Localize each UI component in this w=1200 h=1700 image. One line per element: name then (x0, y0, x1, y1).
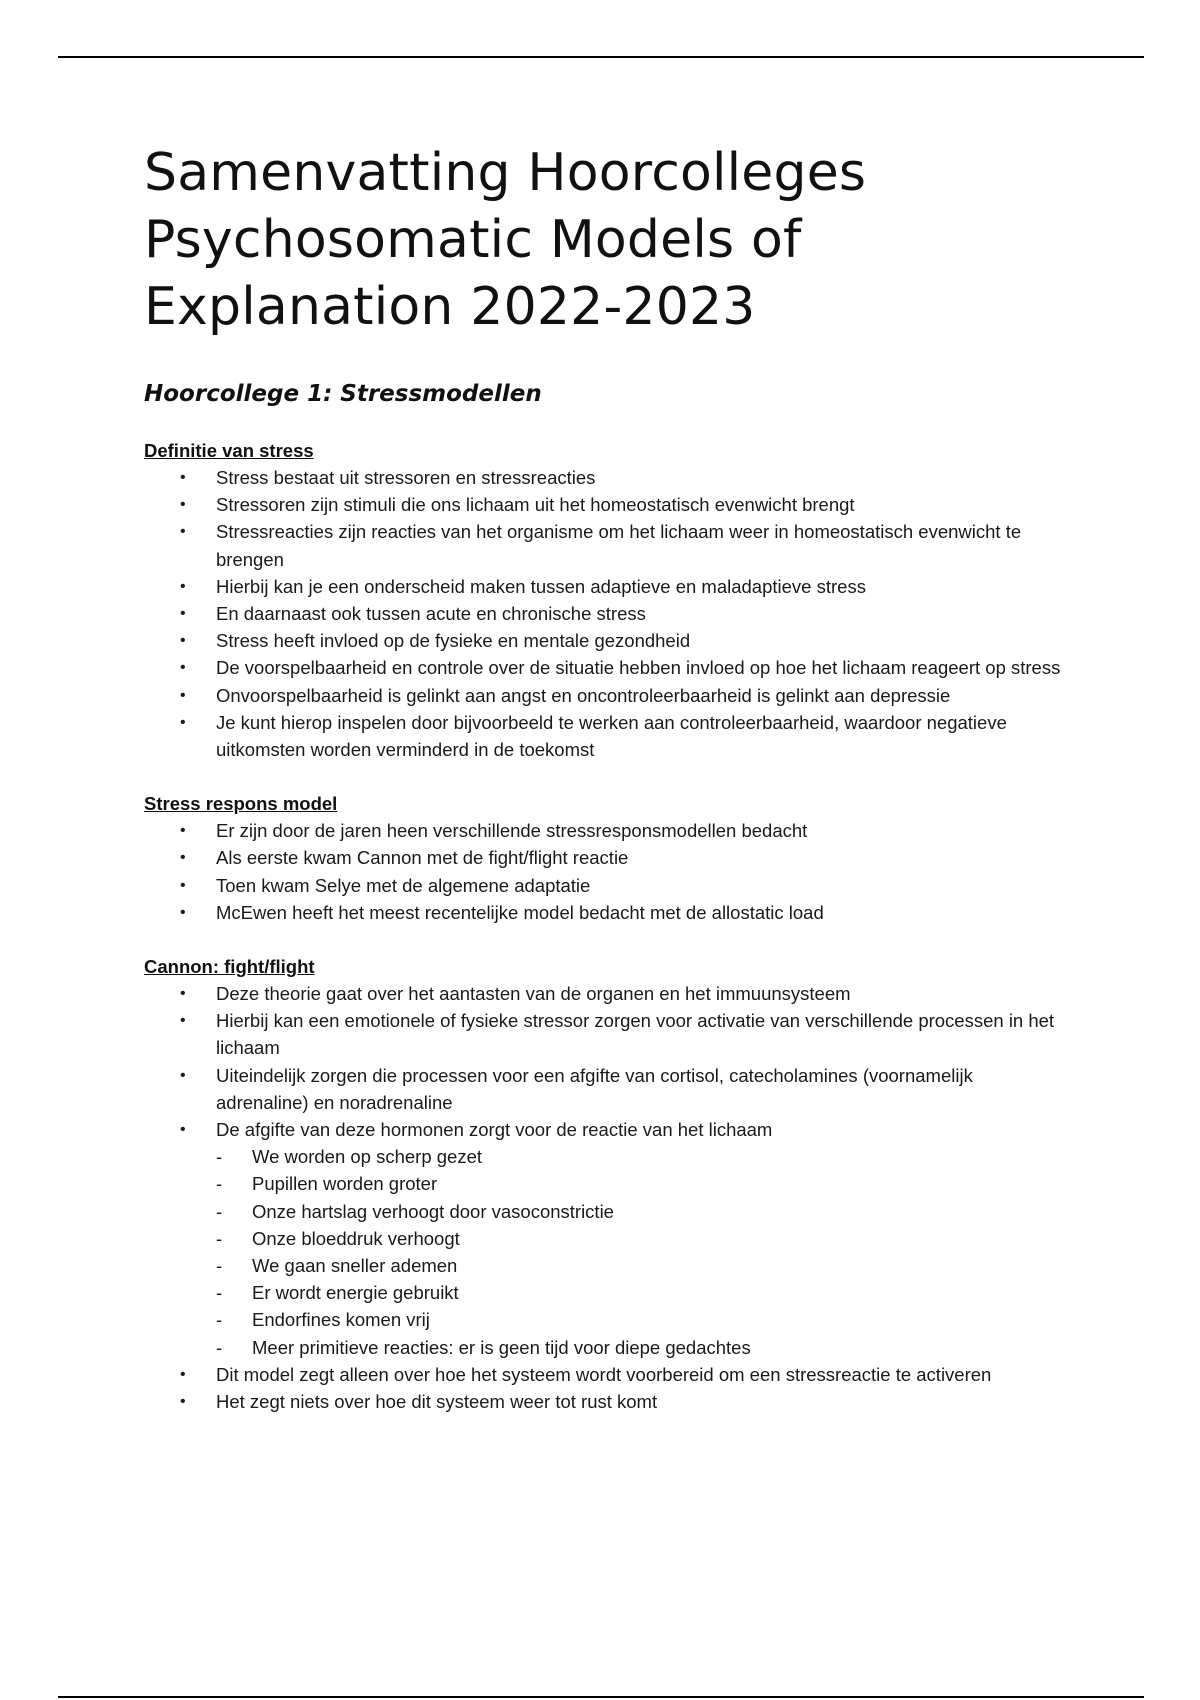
bullet-icon: • (180, 1393, 186, 1411)
sub-list-item-text: Er wordt energie gebruikt (252, 1282, 459, 1304)
sub-list-item (216, 1225, 1064, 1252)
dash-icon: - (216, 1173, 223, 1195)
list-item-text: McEwen heeft het meest recentelijke model bedacht met de allostatic load (216, 901, 824, 923)
list-item-text: Onvoorspelbaarheid is gelinkt aan angst en oncontroleerbaarheid is gelinkt aan depressie (216, 684, 951, 706)
list-item (144, 709, 1064, 763)
bullet-icon: • (180, 577, 186, 595)
list-item-text: Dit model zegt alleen over hoe het systeem wordt voorbereid om een stressreactie te activeren (216, 1363, 992, 1385)
sub-list-item (216, 1306, 1064, 1333)
bullet-icon: • (180, 849, 186, 867)
section-definitie-van-stress (144, 437, 1064, 763)
list-item-text: Toen kwam Selye met de algemene adaptatie (216, 874, 591, 896)
bullet-icon: • (180, 605, 186, 623)
bullet-icon: • (180, 496, 186, 514)
sub-list-item-text: Meer primitieve reacties: er is geen tijd voor diepe gedachtes (252, 1336, 751, 1358)
bullet-icon: • (180, 876, 186, 894)
list-item-text: Hierbij kan een emotionele of fysieke stressor zorgen voor activatie van verschillende processen in het lichaam (216, 1010, 1055, 1059)
list-item-text: En daarnaast ook tussen acute en chronische stress (216, 603, 646, 625)
sub-list-item-text: Endorfines komen vrij (252, 1309, 430, 1331)
sub-list-item (216, 1170, 1064, 1197)
list-item (144, 573, 1064, 600)
section-title: Stress respons model (144, 793, 338, 815)
list-item (144, 518, 1064, 572)
list-item (144, 600, 1064, 627)
bullet-icon: • (180, 469, 186, 486)
list-item (144, 1388, 1064, 1415)
list-item (144, 899, 1064, 926)
section-title: Cannon: fight/flight (144, 956, 315, 978)
bullet-icon: • (180, 985, 186, 1003)
list-item (144, 1116, 1064, 1361)
sub-list-item-text: We worden op scherp gezet (252, 1146, 483, 1168)
section-title: Definitie van stress (144, 440, 314, 461)
sub-list-item (216, 1279, 1064, 1306)
bullet-list (144, 980, 1064, 1415)
bullet-icon: • (180, 1066, 186, 1084)
sub-list-item-text: Onze hartslag verhoogt door vasoconstrictie (252, 1200, 614, 1222)
document-body (144, 140, 1064, 1442)
sub-list-item (216, 1252, 1064, 1279)
bullet-icon: • (180, 903, 186, 921)
sub-list-item (216, 1198, 1064, 1225)
bullet-icon: • (180, 659, 186, 677)
sub-list-item (216, 1334, 1064, 1361)
list-item (144, 980, 1064, 1007)
document-title: Samenvatting Hoorcolleges Psychosomatic Models of Explanation 2022-2023 (144, 143, 867, 337)
top-rule (58, 56, 1144, 58)
list-item (144, 627, 1064, 654)
list-item (144, 682, 1064, 709)
list-item (144, 1361, 1064, 1388)
dash-icon: - (216, 1336, 223, 1358)
bullet-icon: • (180, 523, 186, 541)
list-item (144, 1007, 1064, 1061)
list-item (144, 491, 1064, 518)
dash-icon: - (216, 1227, 223, 1249)
list-item-text: Deze theorie gaat over het aantasten van de organen en het immuunsysteem (216, 983, 851, 1005)
bullet-list (144, 464, 1064, 763)
list-item-text: Stressreacties zijn reacties van het organisme om het lichaam weer in homeostatisch evenwicht te brengen (216, 521, 1022, 570)
list-item-text: Stressoren zijn stimuli die ons lichaam uit het homeostatisch evenwicht brengt (216, 494, 855, 516)
list-item (144, 872, 1064, 899)
list-item-text: Stress bestaat uit stressoren en stressreacties (216, 467, 596, 488)
list-item-text: Je kunt hierop inspelen door bijvoorbeeld te werken aan controleerbaarheid, waardoor negatieve uitkomsten worden verminderd in de toekomst (216, 711, 1007, 761)
bullet-icon: • (180, 1365, 186, 1383)
list-item (144, 464, 1064, 491)
dash-icon: - (216, 1282, 223, 1304)
dash-icon: - (216, 1255, 223, 1277)
list-item (144, 654, 1064, 681)
bullet-icon: • (180, 686, 186, 704)
list-item-text: Hierbij kan je een onderscheid maken tussen adaptieve en maladaptieve stress (216, 575, 866, 597)
sub-list-item-text: Onze bloeddruk verhoogt (252, 1227, 460, 1249)
list-item (144, 817, 1064, 844)
dash-icon: - (216, 1309, 223, 1331)
bullet-list (144, 817, 1064, 926)
sub-list-item-text: We gaan sneller ademen (252, 1255, 458, 1277)
list-item-text: Het zegt niets over hoe dit systeem weer tot rust komt (216, 1391, 658, 1413)
sub-list-item (216, 1143, 1064, 1170)
section-cannon-fight-flight (144, 953, 1064, 1415)
bullet-icon: • (180, 1121, 186, 1139)
bullet-icon: • (180, 1012, 186, 1030)
list-item-text: Uiteindelijk zorgen die processen voor een afgifte van cortisol, catecholamines (voornamelijk adrenaline) en noradrenaline (216, 1064, 973, 1113)
list-item (144, 844, 1064, 871)
bullet-icon: • (180, 632, 186, 650)
section-stress-respons-model (144, 790, 1064, 926)
dash-icon: - (216, 1146, 223, 1168)
lecture-heading: Hoorcollege 1: Stressmodellen (144, 381, 542, 407)
dash-icon: - (216, 1200, 223, 1222)
list-item-text: Stress heeft invloed op de fysieke en mentale gezondheid (216, 630, 691, 652)
list-item-text: De voorspelbaarheid en controle over de situatie hebben invloed op hoe het lichaam reageert op stress (216, 657, 1061, 679)
bullet-icon: • (180, 713, 186, 731)
list-item-text: Er zijn door de jaren heen verschillende stressresponsmodellen bedacht (216, 820, 808, 842)
bottom-rule (58, 1696, 1144, 1698)
dash-list (216, 1143, 1064, 1361)
list-item (144, 1062, 1064, 1116)
sub-list-item-text: Pupillen worden groter (252, 1173, 438, 1195)
list-item-text: Als eerste kwam Cannon met de fight/flight reactie (216, 847, 629, 869)
bullet-icon: • (180, 822, 186, 840)
list-item-text: De afgifte van deze hormonen zorgt voor de reactie van het lichaam (216, 1119, 773, 1141)
